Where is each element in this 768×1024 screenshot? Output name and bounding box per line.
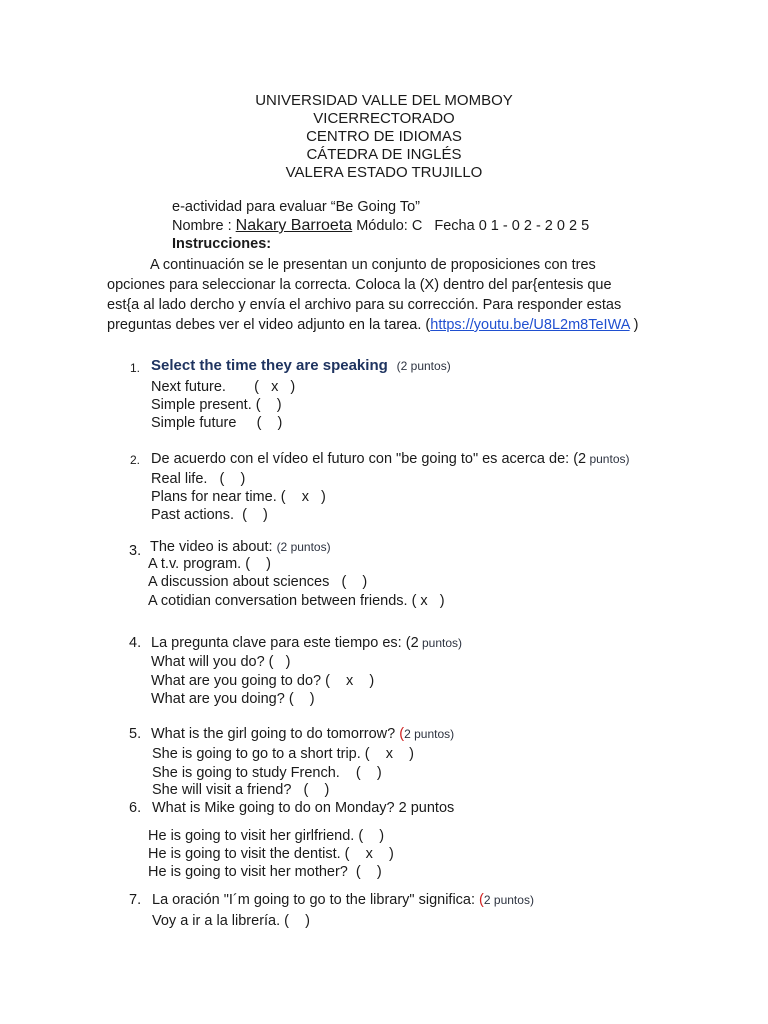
student-name: Nakary Barroeta bbox=[235, 217, 353, 234]
question-5-title bbox=[151, 725, 454, 743]
language-center-heading: CENTRO DE IDIOMAS bbox=[306, 128, 462, 145]
question-6-option-2: He is going to visit the dentist. ( x ) bbox=[148, 846, 394, 862]
points-open: ( bbox=[399, 726, 405, 742]
points-number: 2 bbox=[404, 727, 411, 741]
question-4-title bbox=[151, 634, 462, 652]
instructions-line-4-text: preguntas debes ver el video adjunto en la tarea. ( bbox=[107, 317, 431, 333]
question-5-option-3: She will visit a friend? ( ) bbox=[152, 782, 330, 798]
question-7-title bbox=[152, 891, 534, 909]
module-label: Módulo: C bbox=[356, 218, 423, 234]
instructions-label: Instrucciones: bbox=[172, 236, 272, 252]
question-number: 1. bbox=[130, 361, 141, 375]
question-5-text: What is the girl going to do tomorrow? bbox=[151, 726, 396, 742]
question-1-option-3: Simple future ( ) bbox=[151, 415, 283, 431]
instructions-line-4-close: ) bbox=[629, 317, 639, 333]
question-2-option-3: Past actions. ( ) bbox=[151, 507, 268, 523]
points-number: 2 bbox=[410, 635, 419, 651]
question-1-title bbox=[151, 357, 451, 375]
question-3-text: The video is about: bbox=[150, 539, 273, 555]
question-4-text: La pregunta clave para este tiempo es: bbox=[151, 635, 402, 651]
activity-title: e-actividad para evaluar “Be Going To” bbox=[172, 199, 420, 215]
points-open: ( bbox=[479, 892, 484, 908]
question-1-option-2: Simple present. ( ) bbox=[151, 397, 282, 413]
question-points: (2 puntos) bbox=[276, 540, 331, 554]
question-4-option-3: What are you doing? ( ) bbox=[151, 691, 315, 707]
video-link[interactable]: https://youtu.be/U8L2m8TeIWA bbox=[430, 317, 630, 333]
question-6-text: What is Mike going to do on Monday? 2 puntos bbox=[152, 800, 455, 816]
question-number: 4. bbox=[129, 635, 142, 651]
instructions-line-1: A continuación se le presentan un conjunto de proposiciones con tres bbox=[150, 257, 596, 273]
question-3-option-2: A discussion about sciences ( ) bbox=[148, 574, 368, 590]
question-number: 2. bbox=[130, 453, 141, 467]
vicerrectorado-heading: VICERRECTORADO bbox=[313, 110, 455, 127]
points-open: ( bbox=[405, 635, 411, 651]
question-number: 5. bbox=[129, 726, 142, 742]
instructions-line-3: est{a al lado dercho y envía el archivo para su corrección. Para responder estas bbox=[107, 297, 622, 313]
question-points: (2 puntos) bbox=[396, 359, 451, 373]
question-6-option-3: He is going to visit her mother? ( ) bbox=[148, 864, 382, 880]
question-1-text: Select the time they are speaking bbox=[151, 357, 388, 374]
points-open: ( bbox=[573, 451, 579, 467]
institution-name: UNIVERSIDAD VALLE DEL MOMBOY bbox=[255, 92, 513, 109]
question-2-option-2: Plans for near time. ( x ) bbox=[151, 489, 326, 505]
question-1-option-1: Next future. ( x ) bbox=[151, 379, 296, 395]
instructions-line-2: opciones para seleccionar la correcta. Coloca la (X) dentro del par{entesis que bbox=[107, 277, 612, 293]
question-3-option-3: A cotidian conversation between friends. ( x ) bbox=[148, 593, 445, 609]
points-label: puntos) bbox=[586, 452, 630, 466]
points-label: puntos) bbox=[418, 636, 462, 650]
name-label: Nombre : bbox=[172, 218, 232, 234]
question-2-title bbox=[151, 450, 629, 468]
question-5-option-2: She is going to study French. ( ) bbox=[152, 765, 382, 781]
question-5-option-1: She is going to go to a short trip. ( x ) bbox=[152, 746, 414, 762]
question-2-option-1: Real life. ( ) bbox=[151, 471, 246, 487]
question-2-text: De acuerdo con el vídeo el futuro con "be going to" es acerca de: bbox=[151, 451, 570, 467]
question-number: 6. bbox=[129, 800, 142, 816]
points-label: puntos) bbox=[490, 893, 534, 907]
question-4-option-2: What are you going to do? ( x ) bbox=[151, 673, 375, 689]
question-7-text: La oración "I´m going to go to the library" significa: bbox=[152, 892, 476, 908]
question-7-option-1: Voy a ir a la librería. ( ) bbox=[152, 913, 310, 929]
date-label: Fecha 0 1 - 0 2 - 2 0 2 5 bbox=[434, 218, 590, 234]
points-number: 2 bbox=[483, 893, 491, 907]
question-number: 3. bbox=[129, 543, 142, 559]
question-3-option-1: A t.v. program. ( ) bbox=[148, 556, 272, 572]
points-label: puntos) bbox=[410, 727, 455, 741]
question-number: 7. bbox=[129, 892, 142, 908]
question-3-title bbox=[150, 538, 331, 556]
question-6-option-1: He is going to visit her girlfriend. ( ) bbox=[148, 828, 385, 844]
english-chair-heading: CÁTEDRA DE INGLÉS bbox=[306, 146, 462, 163]
student-info-line bbox=[172, 217, 589, 235]
question-4-option-1: What will you do? ( ) bbox=[151, 654, 291, 670]
location-heading: VALERA ESTADO TRUJILLO bbox=[285, 164, 483, 181]
points-number: 2 bbox=[578, 451, 587, 467]
instructions-line-4 bbox=[107, 316, 638, 334]
